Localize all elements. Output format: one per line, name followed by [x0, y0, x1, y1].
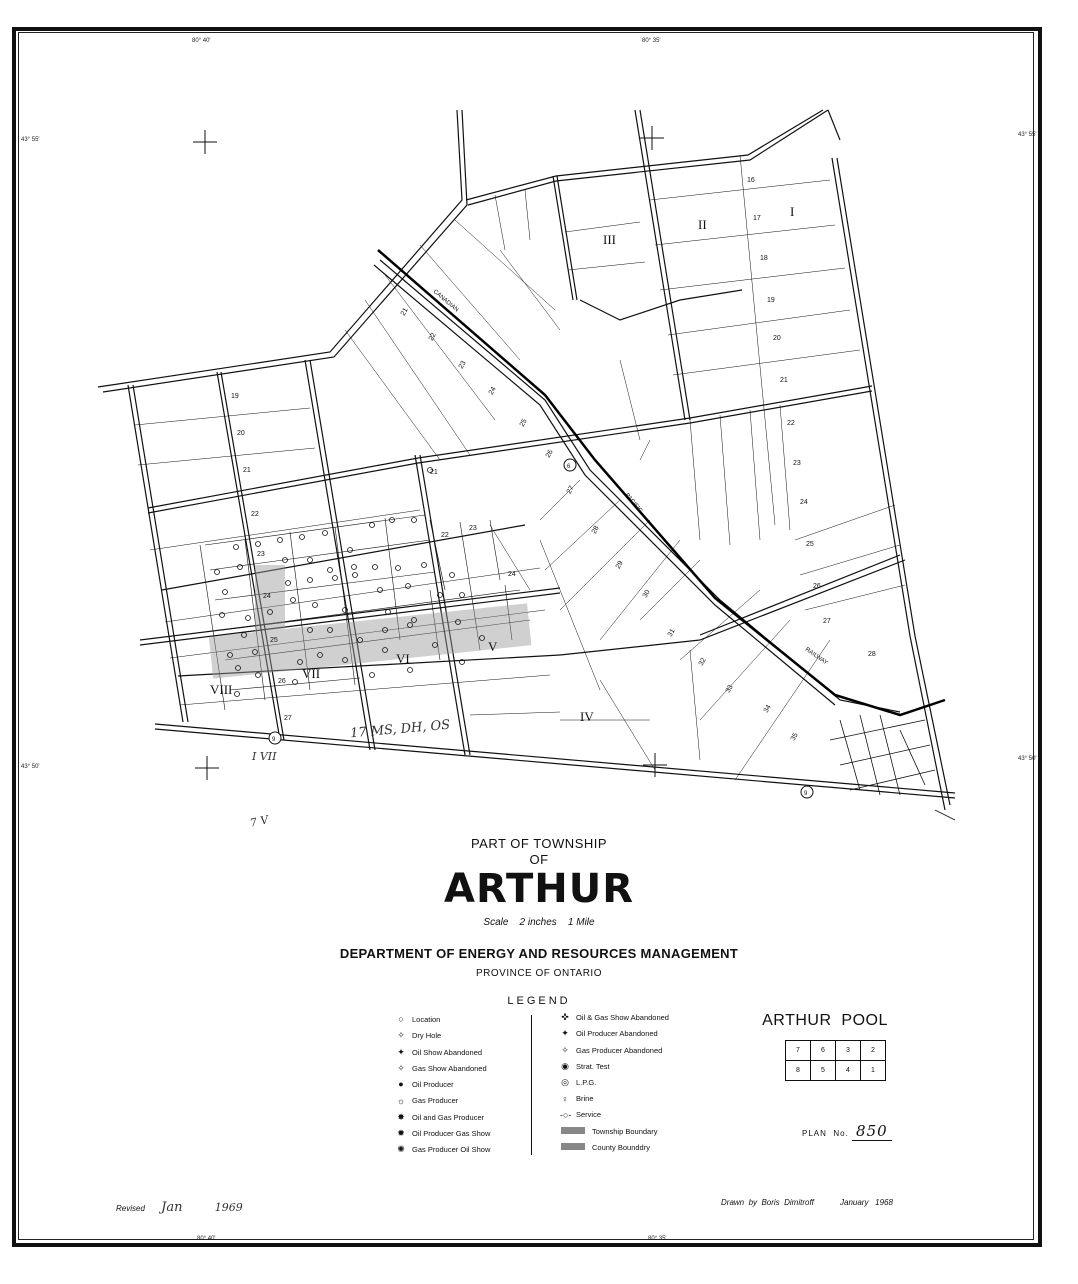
legend-item — [396, 1014, 440, 1024]
legend-item — [396, 1030, 441, 1041]
legend-label: Service — [576, 1110, 602, 1120]
concession-label-2: II — [698, 217, 707, 232]
svg-text:9: 9 — [804, 791, 808, 797]
legend-item — [396, 1128, 490, 1139]
legend-symbol-icon: ◎ — [561, 1077, 569, 1088]
svg-text:22: 22 — [251, 511, 259, 518]
legend-label: Brine — [576, 1094, 594, 1103]
legend-divider — [531, 1015, 532, 1155]
pool-cell: 8 — [786, 1061, 811, 1081]
svg-text:27: 27 — [565, 484, 576, 496]
legend-label: Dry Hole — [412, 1031, 442, 1041]
svg-text:32: 32 — [697, 656, 708, 668]
legend-symbol-icon: ● — [398, 1079, 404, 1090]
svg-text:27: 27 — [284, 715, 292, 722]
svg-text:19: 19 — [767, 297, 775, 304]
svg-text:6: 6 — [567, 464, 571, 470]
legend-title: LEGEND — [507, 995, 571, 1007]
concession-label-7: VII — [302, 666, 321, 681]
svg-text:23: 23 — [793, 460, 801, 467]
legend-item — [560, 1110, 601, 1120]
legend-label: Gas Producer Oil Show — [412, 1145, 491, 1155]
svg-text:21: 21 — [399, 306, 410, 318]
svg-text:19: 19 — [231, 393, 239, 400]
legend-item — [396, 1096, 458, 1106]
svg-text:25: 25 — [806, 541, 814, 548]
legend-label: Oil Producer — [412, 1079, 454, 1089]
pool-cell: 4 — [836, 1061, 861, 1081]
svg-text:20: 20 — [773, 335, 781, 342]
coord-top-left: 80° 40' — [192, 38, 211, 44]
svg-text:23: 23 — [257, 551, 265, 558]
svg-text:17: 17 — [753, 215, 761, 222]
legend-symbol-icon — [560, 1126, 586, 1136]
legend-item — [396, 1079, 454, 1089]
title-line2: OF — [529, 852, 549, 867]
township-boundary — [98, 110, 955, 810]
legend-label: Gas Producer — [412, 1096, 459, 1105]
pool-cell: 6 — [811, 1041, 836, 1061]
svg-text:24: 24 — [263, 593, 271, 600]
concession-label-4: IV — [580, 709, 594, 724]
drawn-date: January 1968 — [840, 1198, 893, 1207]
svg-text:30: 30 — [641, 588, 652, 600]
legend-symbol-icon: -○- — [560, 1109, 572, 1120]
legend-symbol-icon: ◉ — [561, 1060, 569, 1071]
pool-cell: 7 — [786, 1041, 811, 1061]
legend-item — [560, 1028, 658, 1039]
svg-text:26: 26 — [278, 678, 286, 685]
legend-label: L.P.G. — [576, 1078, 597, 1088]
svg-text:20: 20 — [237, 430, 245, 437]
legend-label: Strat. Test — [576, 1061, 610, 1071]
legend-item — [396, 1063, 487, 1074]
legend-symbol-icon: ✹ — [397, 1128, 405, 1139]
svg-text:24: 24 — [487, 385, 498, 397]
revised-year: 1969 — [214, 1201, 243, 1214]
legend-label: County Bounddry — [592, 1142, 650, 1152]
legend-symbol-icon: ✧ — [397, 1062, 405, 1073]
pool-grid-table — [785, 1040, 886, 1081]
legend-item — [560, 1077, 596, 1088]
svg-text:29: 29 — [614, 559, 625, 571]
concession-label-6: VI — [396, 651, 410, 666]
scale-text: Scale 2 inches 1 Mile — [483, 917, 595, 928]
legend-symbol-icon — [560, 1142, 586, 1152]
legend-label: Gas Producer Abandoned — [576, 1045, 663, 1055]
coord-right-top: 43° 55' — [1018, 132, 1037, 138]
railway-label-canadian: CANADIAN — [431, 288, 460, 314]
legend-symbol-icon: ✜ — [561, 1012, 569, 1022]
plan-number — [802, 1122, 892, 1140]
annotation-2: 7 V — [248, 813, 270, 830]
legend-label: Oil Producer Gas Show — [412, 1129, 491, 1139]
coord-left-bottom: 43° 50' — [21, 764, 40, 770]
svg-text:26: 26 — [813, 583, 821, 590]
svg-text:16: 16 — [747, 177, 755, 184]
legend-symbol-icon: ✦ — [561, 1028, 569, 1039]
department-name: DEPARTMENT OF ENERGY AND RESOURCES MANAGEMENT — [339, 946, 739, 961]
concession-label-1: I — [790, 204, 795, 219]
svg-text:28: 28 — [868, 651, 876, 658]
coord-top-right: 80° 35' — [642, 38, 661, 44]
coord-left-top: 43° 55' — [21, 137, 40, 143]
title-name: ARTHUR — [443, 866, 634, 912]
svg-text:21: 21 — [780, 377, 788, 384]
svg-text:27: 27 — [823, 618, 831, 625]
svg-text:31: 31 — [666, 627, 677, 639]
plan-label: PLAN No. — [802, 1129, 849, 1138]
revised-note — [116, 1200, 243, 1215]
svg-text:34: 34 — [762, 703, 773, 715]
province-name: PROVINCE OF ONTARIO — [476, 968, 602, 979]
annotation-3: I VII — [252, 750, 277, 763]
legend-label: Oil & Gas Show Abandoned — [576, 1013, 669, 1022]
concession-label-5: V — [488, 639, 498, 654]
legend-symbol-icon: ✦ — [397, 1046, 405, 1057]
svg-text:25: 25 — [270, 637, 278, 644]
legend-symbol-icon: ✺ — [397, 1144, 405, 1155]
legend-item — [560, 1045, 662, 1056]
concession-label-3: III — [603, 232, 616, 247]
legend-label: Oil Show Abandoned — [412, 1047, 483, 1057]
pool-shading — [209, 565, 532, 679]
svg-text:24: 24 — [508, 571, 516, 578]
svg-text:22: 22 — [787, 420, 795, 427]
svg-text:25: 25 — [518, 417, 529, 429]
coord-bottom-left: 80° 40' — [197, 1236, 216, 1242]
railway-label-pacific: PACIFIC — [623, 492, 643, 515]
svg-text:26: 26 — [544, 448, 555, 460]
pool-cell: 1 — [861, 1061, 886, 1081]
svg-text:21: 21 — [243, 467, 251, 474]
railway-label-railway: RAILWAY — [803, 646, 829, 667]
pool-cell: 5 — [811, 1061, 836, 1081]
pool-title: ARTHUR POOL — [762, 1012, 888, 1029]
revised-label: Revised — [116, 1204, 145, 1213]
svg-text:22: 22 — [427, 331, 438, 343]
legend-symbol-icon: ✧ — [397, 1030, 405, 1041]
revised-month: Jan — [161, 1200, 183, 1215]
legend-label: Oil and Gas Producer — [412, 1112, 485, 1122]
legend-symbol-icon: ✸ — [397, 1111, 405, 1122]
legend-item — [396, 1047, 482, 1058]
legend-item — [560, 1061, 610, 1072]
svg-text:35: 35 — [789, 731, 800, 743]
pool-cell: 3 — [836, 1041, 861, 1061]
plan-value: 850 — [852, 1122, 892, 1141]
legend-label: Location — [412, 1014, 441, 1024]
legend-symbol-icon: ♀ — [561, 1093, 569, 1104]
svg-text:33: 33 — [724, 683, 735, 695]
svg-text:28: 28 — [590, 524, 601, 536]
legend-item — [560, 1012, 669, 1023]
legend-symbol-icon: ○ — [398, 1014, 404, 1024]
svg-text:21: 21 — [430, 469, 438, 476]
concession-label-8: VIII — [210, 682, 233, 697]
legend-item — [560, 1142, 650, 1152]
legend-item — [396, 1144, 490, 1155]
svg-text:22: 22 — [441, 532, 449, 539]
legend-item — [560, 1094, 594, 1104]
legend-item — [560, 1126, 657, 1136]
legend-label: Oil Producer Abandoned — [576, 1029, 658, 1039]
legend-item — [396, 1112, 484, 1123]
svg-text:23: 23 — [457, 359, 468, 371]
title-line1: PART OF TOWNSHIP — [470, 836, 608, 851]
svg-text:23: 23 — [469, 525, 477, 532]
pool-cell: 2 — [861, 1041, 886, 1061]
svg-text:9: 9 — [272, 737, 276, 743]
legend-label: Gas Show Abandoned — [412, 1063, 487, 1073]
legend-label: Township Boundary — [592, 1126, 658, 1136]
legend-symbol-icon: ☼ — [396, 1095, 406, 1106]
coord-bottom-right: 80° 35' — [648, 1236, 667, 1242]
drawn-by: Drawn by Boris Dimitroff — [721, 1198, 814, 1207]
svg-text:18: 18 — [760, 255, 768, 262]
svg-text:24: 24 — [800, 499, 808, 506]
coord-right-bottom: 43° 50' — [1018, 756, 1037, 762]
annotation-1: 17 MS, DH, OS — [349, 717, 451, 742]
legend-symbol-icon: ✧ — [561, 1044, 569, 1055]
